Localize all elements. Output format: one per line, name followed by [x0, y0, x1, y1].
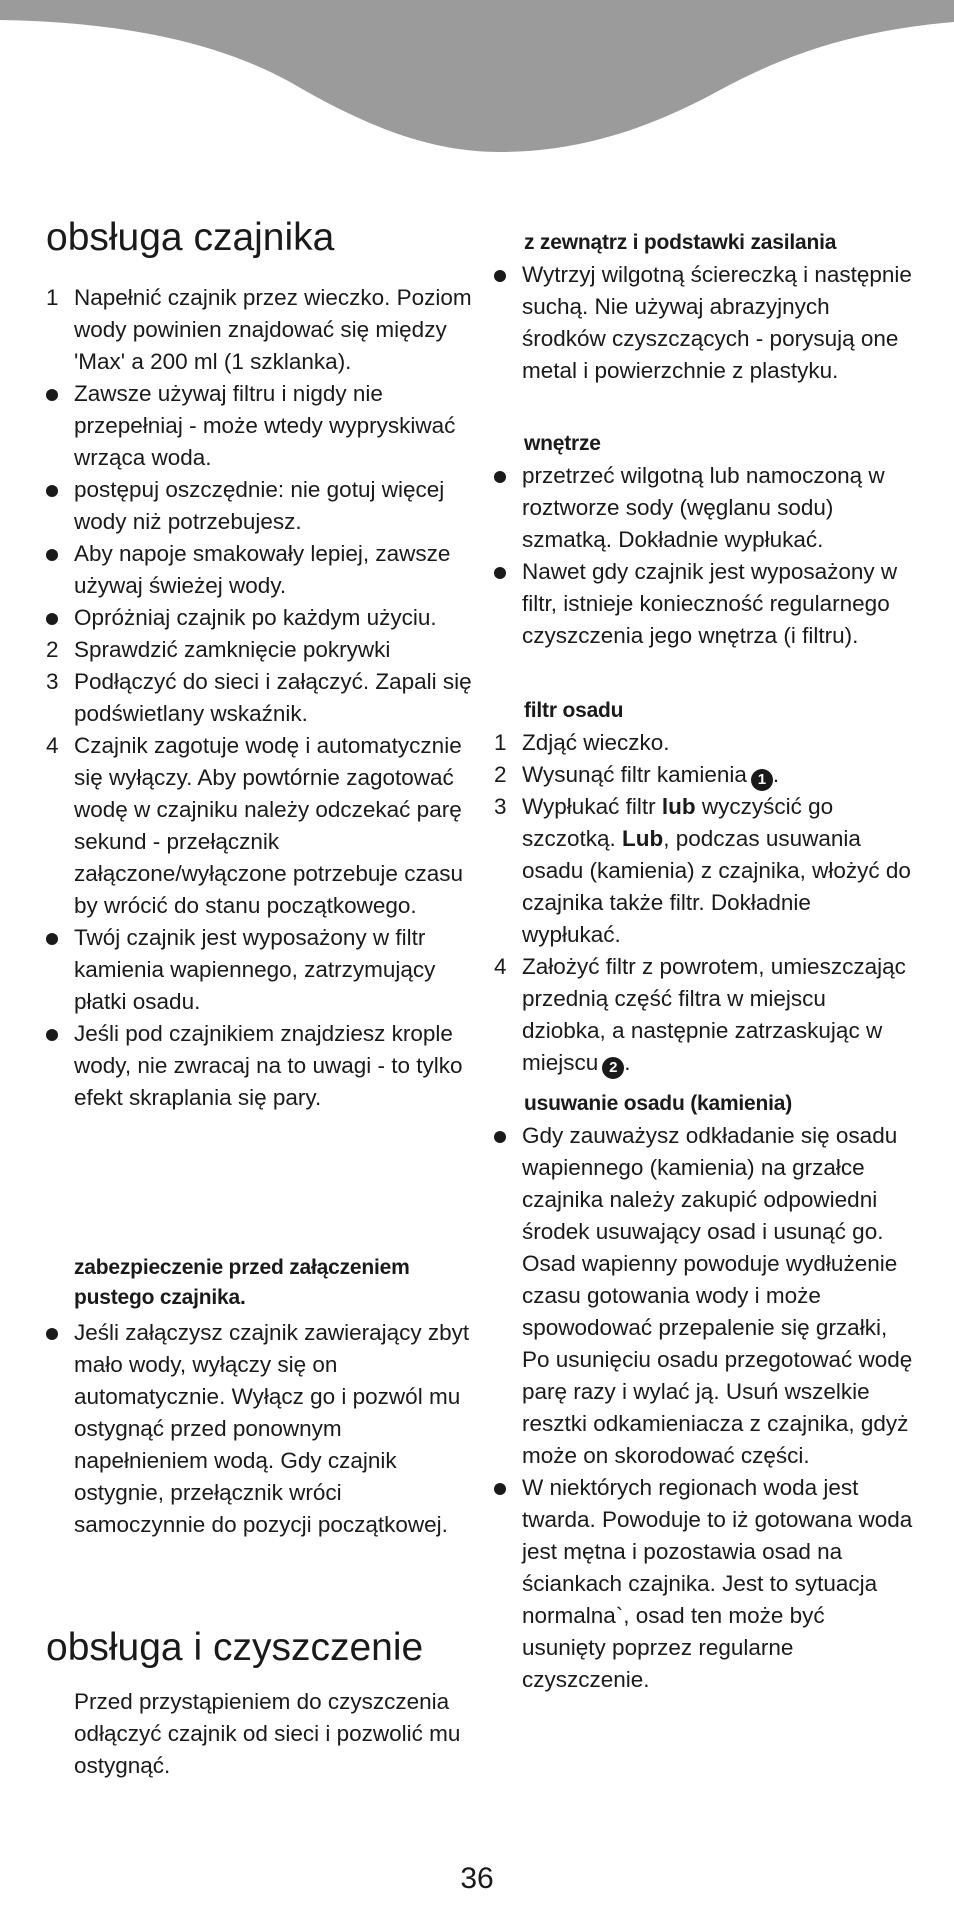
- list-item: Jeśli załączysz czajnik zawierający zbyt mało wody, wyłączy się on automatycznie. Wyłącz go i pozwól mu ostygnąć przed ponownym napełnieniem wodą. Gdy czajnik ostygnie, przełącznik wróci samoczynnie do pozycji początkowej.: [46, 1317, 476, 1541]
- section-title-care-cleaning: obsługa i czyszczenie: [46, 1626, 424, 1669]
- list-item: Opróżniaj czajnik po każdym użyciu.: [46, 602, 476, 634]
- list-item: Zawsze używaj filtru i nigdy nie przepełniaj - może wtedy wypryskiwać wrząca woda.: [46, 378, 476, 474]
- descale-list: [494, 1120, 914, 1696]
- bullet-icon: [494, 471, 506, 483]
- bullet-icon: [46, 485, 58, 497]
- bullet-icon: [46, 1029, 58, 1041]
- cleaning-intro: Przed przystąpieniem do czyszczenia odłączyć czajnik od sieci i pozwolić mu ostygnąć.: [74, 1689, 461, 1778]
- list-item: 2 Wysunąć filtr kamienia 1 .: [494, 759, 914, 791]
- bullet-icon: [46, 1328, 58, 1340]
- list-item: Aby napoje smakowały lepiej, zawsze używaj świeżej wody.: [46, 538, 476, 602]
- list-item: 1 Napełnić czajnik przez wieczko. Poziom wody powinien znajdować się między 'Max' a 200 ml (1 szklanka).: [46, 285, 472, 374]
- page-number: 36: [460, 1862, 494, 1895]
- list-item: 3 Wypłukać filtr lub wyczyścić go szczotką. Lub, podczas usuwania osadu (kamienia) z czajnika, włożyć do czajnika także filtr. Dokładnie wypłukać.: [494, 794, 911, 947]
- dry-boil-list: [46, 1317, 476, 1541]
- list-item: Jeśli pod czajnikiem znajdziesz krople wody, nie zwracaj na to uwagi - to tylko efekt skraplania się pary.: [46, 1018, 476, 1114]
- figure-2-icon: 2: [602, 1057, 624, 1079]
- list-item: 4 Założyć filtr z powrotem, umieszczając przednią część filtra w miejscu dziobka, a następnie zatrzaskując w miejscu 2 .: [494, 951, 914, 1079]
- list-item: 3 Podłączyć do sieci i załączyć. Zapali się podświetlany wskaźnik.: [46, 669, 472, 726]
- bullet-icon: [494, 567, 506, 579]
- subhead-outside: z zewnątrz i podstawki zasilania: [524, 231, 837, 254]
- list-item: 2 Sprawdzić zamknięcie pokrywki: [46, 637, 391, 662]
- list-item: 4 Czajnik zagotuje wodę i automatycznie się wyłączy. Aby powtórnie zagotować wodę w czajniku należy odczekać parę sekund - przełącznik załączone/wyłączone potrzebuje czasu by wrócić do stanu początkowego.: [46, 733, 463, 918]
- list-item: Twój czajnik jest wyposażony w filtr kamienia wapiennego, zatrzymujący płatki osadu.: [46, 922, 476, 1018]
- list-item: przetrzeć wilgotną lub namoczoną w roztworze sody (węglanu sodu) szmatką. Dokładnie wypłukać.: [494, 460, 914, 556]
- list-item: W niektórych regionach woda jest twarda. Powoduje to iż gotowana woda jest mętna i pozostawia osad na ściankach czajnika. Jest to sytuacja normalna`, osad ten może być usunięty poprzez regularne czyszczenie.: [494, 1472, 914, 1696]
- kettle-use-list: [46, 282, 476, 1114]
- figure-1-icon: 1: [751, 769, 773, 791]
- list-item: 1 Zdjąć wieczko.: [494, 730, 670, 755]
- subhead-dry-boil-protection: zabezpieczenie przed załączeniem pustego czajnika.: [74, 1256, 410, 1309]
- header-wave-decoration: [0, 0, 954, 160]
- list-item: Gdy zauważysz odkładanie się osadu wapiennego (kamienia) na grzałce czajnika należy zakupić odpowiedni środek usuwający osad i usunąć go. Osad wapienny powoduje wydłużenie czasu gotowania wody i może spowodować przepalenie się grzałki, Po usunięciu osadu przegotować wodę parę razy i wylać ją. Usuń wszelkie resztki odkamieniacza z czajnika, gdyż może on skorodować części.: [494, 1120, 914, 1472]
- list-item: Nawet gdy czajnik jest wyposażony w filtr, istnieje konieczność regularnego czyszczenia jego wnętrza (i filtru).: [494, 556, 914, 652]
- list-item: Wytrzyj wilgotną ściereczką i następnie suchą. Nie używaj abrazyjnych środków czyszczących - porysują one metal i powierzchnie z plastyku.: [494, 259, 914, 387]
- outside-cleaning-list: [494, 259, 914, 387]
- bullet-icon: [494, 1483, 506, 1495]
- bullet-icon: [46, 549, 58, 561]
- bullet-icon: [46, 933, 58, 945]
- bullet-icon: [46, 389, 58, 401]
- inside-cleaning-list: [494, 460, 914, 652]
- bullet-icon: [494, 1131, 506, 1143]
- list-item: postępuj oszczędnie: nie gotuj więcej wody niż potrzebujesz.: [46, 474, 476, 538]
- bullet-icon: [46, 613, 58, 625]
- subhead-descale: usuwanie osadu (kamienia): [524, 1092, 793, 1115]
- filter-steps-list: [494, 727, 914, 1079]
- section-title-kettle-use: obsługa czajnika: [46, 216, 335, 259]
- subhead-inside: wnętrze: [524, 432, 601, 455]
- bullet-icon: [494, 270, 506, 282]
- subhead-filter: filtr osadu: [524, 699, 624, 722]
